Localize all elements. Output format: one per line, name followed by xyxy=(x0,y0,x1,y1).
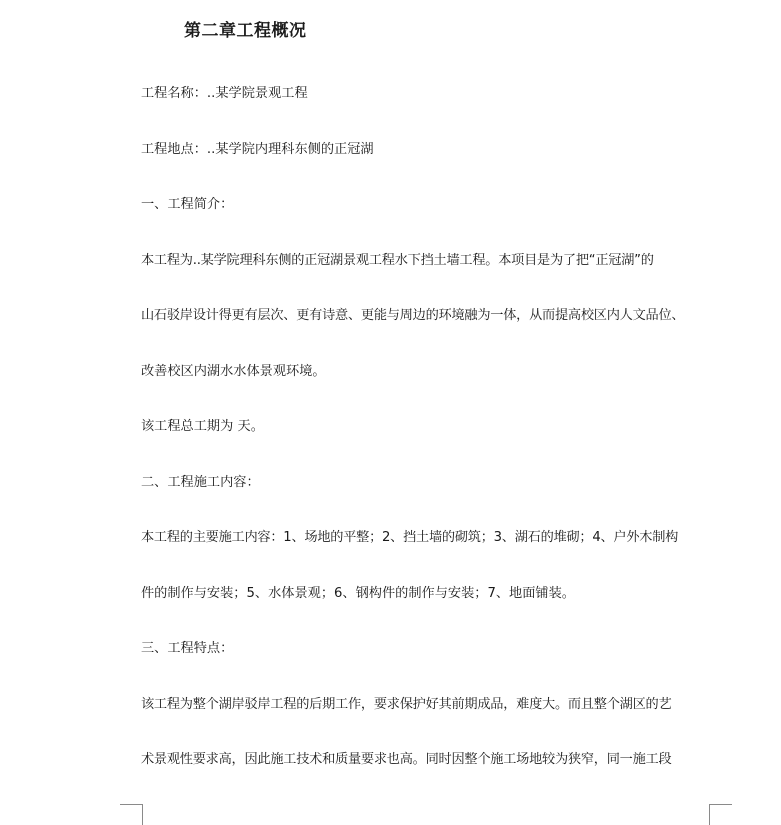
paragraph-line: 本工程的主要施工内容：1、场地的平整；2、挡土墙的砌筑；3、湖石的堆砌；4、户外木制构 xyxy=(141,530,679,545)
margin-corner-mark-right xyxy=(709,804,732,825)
paragraph-line: 该工程为整个湖岸驳岸工程的后期工作，要求保护好其前期成品，难度大。而且整个湖区的艺 xyxy=(141,697,672,712)
paragraph-line: 山石驳岸设计得更有层次、更有诗意、更能与周边的环境融为一体，从而提高校区内人文品位、 xyxy=(141,308,685,323)
section-heading-features: 三、工程特点： xyxy=(141,641,234,656)
paragraph-line: 件的制作与安装；5、水体景观；6、钢构件的制作与安装；7、地面铺装。 xyxy=(141,586,575,601)
paragraph-line: 改善校区内湖水水体景观环境。 xyxy=(141,364,326,379)
section-heading-content: 二、工程施工内容： xyxy=(141,475,260,490)
project-name-line: 工程名称：..某学院景观工程 xyxy=(141,86,308,101)
duration-line: 该工程总工期为 天。 xyxy=(141,419,264,434)
chapter-title: 第二章工程概况 xyxy=(184,21,307,41)
section-heading-overview: 一、工程简介： xyxy=(141,197,234,212)
paragraph-line: 本工程为..某学院理科东侧的正冠湖景观工程水下挡土墙工程。本项目是为了把“正冠湖”的 xyxy=(141,253,654,268)
project-location-line: 工程地点：..某学院内理科东侧的正冠湖 xyxy=(141,142,374,157)
margin-corner-mark-left xyxy=(120,804,143,825)
paragraph-line: 术景观性要求高，因此施工技术和质量要求也高。同时因整个施工场地较为狭窄，同一施工段 xyxy=(141,752,672,767)
